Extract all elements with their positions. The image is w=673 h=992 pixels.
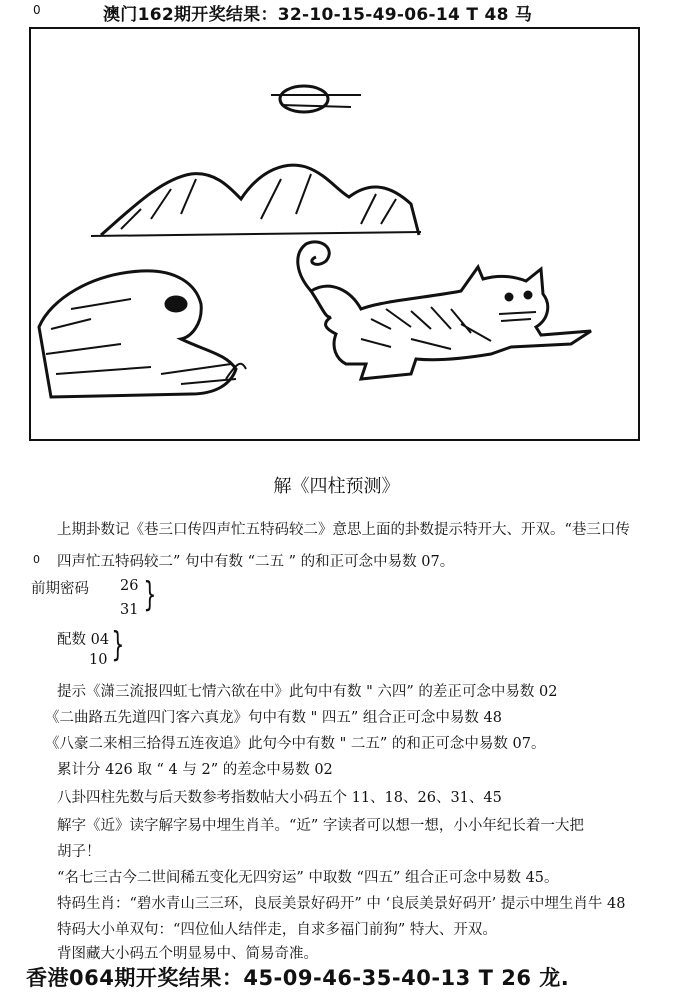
mountains-icon [91,165,421,236]
previous-code-value-2: 31 [120,602,139,618]
brace-2: } [111,625,125,665]
text-line-hint-3: 《八豪二来相三拾得五连夜追》此句今中有数 " 二五” 的和正可念中易数 07。 [45,736,546,752]
match-number-label: 配数 04 [57,632,110,648]
text-line-total: 累计分 426 取 “ 4 与 2” 的差念中易数 02 [57,762,333,778]
section-heading: 解《四柱预测》 [273,476,400,497]
frog-icon [39,271,246,397]
page-header [0,0,673,24]
text-line-hint-1: 提示《潇三流报四虹七情六欲在中》此句中有数 " 六四” 的差正可念中易数 02 [57,684,558,700]
cat-icon [298,242,591,379]
text-line-1: 上期卦数记《巷三口传四声忙五特码较二》意思上面的卦数提示特开大、开双。“巷三口传 [57,522,630,538]
illustration-frame [29,27,640,441]
side-marker: 0 [33,553,40,566]
illustration [31,29,638,439]
previous-code-value-1: 26 [120,578,139,594]
text-line-hidden: 背图藏大小码五个明显易中、简易奇准。 [57,946,318,962]
hongkong-result-footer: 香港064期开奖结果：45-09-46-35-40-13 T 26 龙. [26,966,570,990]
match-number-value: 10 [89,652,108,668]
text-line-zodiac: 特码生肖：“碧水青山三三环，良辰美景好码开” 中 ‘良辰美景好码开’ 提示中埋生肖牛 48 [57,896,626,912]
macau-result-title: 澳门162期开奖结果：32-10-15-49-06-14 T 48 马 [103,5,533,25]
brace-1: } [143,575,157,615]
text-line-name: “名七三古今二世间稀五变化无四穷运” 中取数 “四五” 组合正可念中易数 45。 [57,870,559,886]
text-line-decode: 解字《近》读字解字易中埋生肖羊。“近” 字读者可以想一想，小小年纪长着一大把 [57,818,584,834]
sun-icon [271,86,361,112]
header-marker: 0 [33,3,41,17]
previous-code-label: 前期密码 [31,581,89,597]
text-line-bagua: 八卦四柱先数与后天数参考指数帖大小码五个 11、18、26、31、45 [57,790,502,806]
text-line-hint-2: 《二曲路五先道四门客六真龙》句中有数 " 四五” 组合正可念中易数 48 [45,710,502,726]
text-line-beard: 胡子！ [57,844,101,860]
text-line-size-parity: 特码大小单双句：“四位仙人结伴走，自求多福门前狗” 特大、开双。 [57,922,497,938]
text-line-2: 四声忙五特码较二” 句中有数 “二五 ” 的和正可念中易数 07。 [57,554,455,570]
